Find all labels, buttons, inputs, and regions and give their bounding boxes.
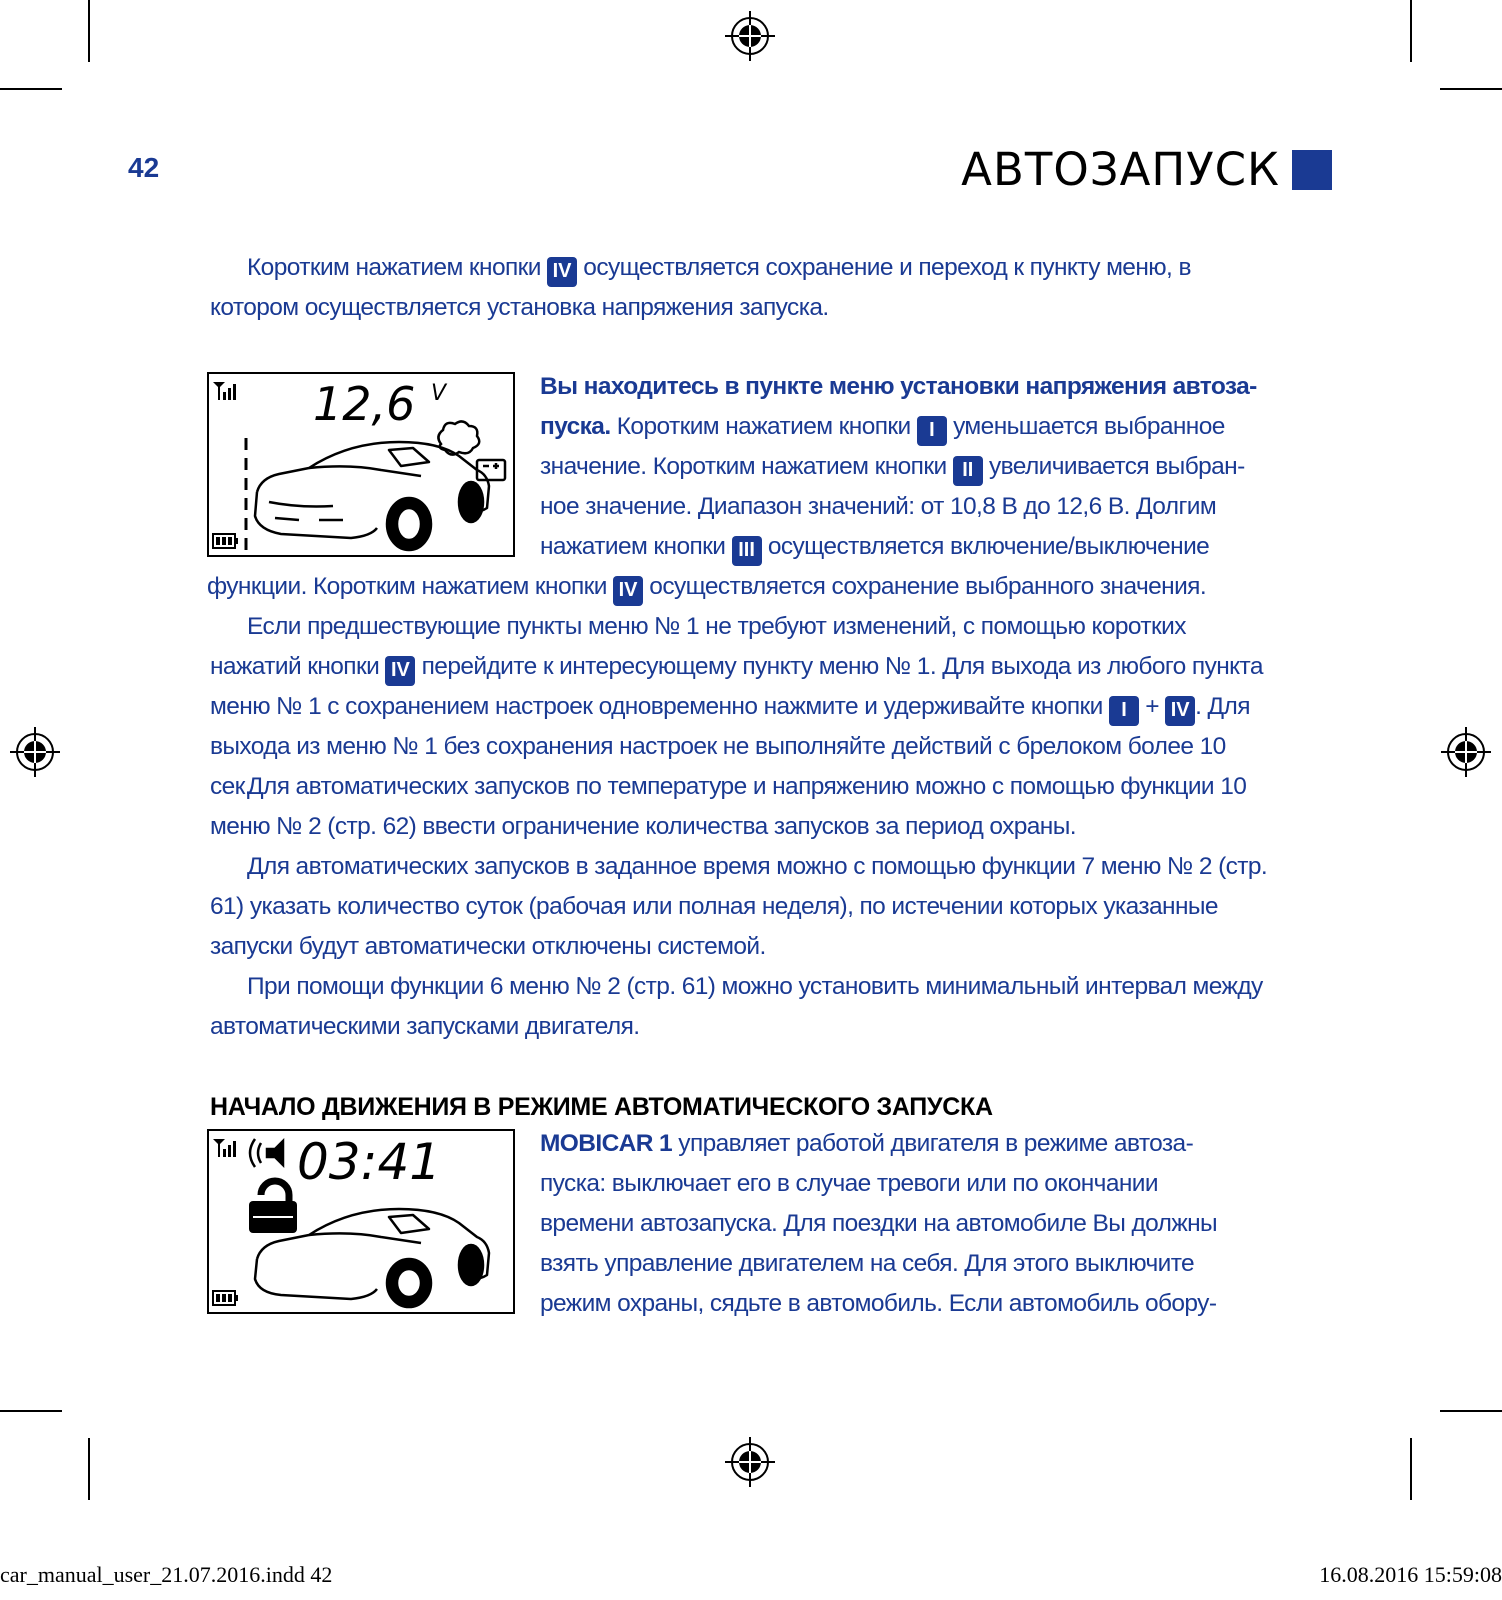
lcd-voltage-graphic <box>209 374 513 555</box>
voltage-unit: V <box>431 381 447 406</box>
section2-line-2: пуска: выключает его в случае тревоги или по окончании <box>540 1170 1158 1197</box>
lock-icon <box>249 1181 297 1233</box>
button-iv-icon: IV <box>613 576 643 606</box>
voltage-line-6: функции. Коротким нажатием кнопки IV осуществляется сохранение выбранного значения. <box>207 567 1206 607</box>
voltage-line-3: значение. Коротким нажатием кнопки II увеличивается выбран- <box>540 447 1245 487</box>
lcd-time-display <box>207 1129 515 1314</box>
crop-mark <box>88 0 90 62</box>
registration-mark-icon <box>1441 727 1491 777</box>
signal-icon <box>213 382 236 400</box>
crop-mark <box>88 1438 90 1500</box>
brand-name: MOBICAR 1 <box>540 1130 673 1157</box>
intro-paragraph: Коротким нажатием кнопки IV осуществляется сохранение и переход к пункту меню, в котором осуществляется установка напряжения запуска. <box>210 254 1191 321</box>
section-title: АВТОЗАПУСК <box>961 143 1280 196</box>
button-ii-icon: II <box>953 456 983 486</box>
voltage-line-5: нажатием кнопки III осуществляется включение/выключение <box>540 527 1209 567</box>
exit-paragraph: Если предшествующие пункты меню № 1 не требуют изменений, с помощью коротких нажатий кнопки IV перейдите к интересующему пункту меню № 1. Для выхода из любого пункта меню № 1 с сохранением настроек одновременно нажмите и удерживайте кнопки I + IV . Для выхода из меню № 1 без сохранения настроек не выполняйте действий с брелоком более 10 сек. <box>210 613 1263 800</box>
car-battery-icon <box>477 460 505 480</box>
voltage-value: 12,6 <box>313 377 416 431</box>
days-paragraph: Для автоматических запусков в заданное время можно с помощью функции 7 меню № 2 (стр. 61) указать количество суток (рабочая или полная неделя), по истечении которых указанные запуски будут автоматически отключены системой. <box>210 853 1268 960</box>
interval-paragraph: При помощи функции 6 меню № 2 (стр. 61) можно установить минимальный интервал между автоматическими запусками двигателя. <box>210 973 1263 1040</box>
section2-line-3: времени автозапуска. Для поездки на автомобиле Вы должны <box>540 1210 1218 1237</box>
speaker-icon <box>250 1139 283 1167</box>
section2-line-1: MOBICAR 1 управляет работой двигателя в режиме автоза- <box>540 1130 1194 1157</box>
footer-filename: car_manual_user_21.07.2016.indd 42 <box>0 1562 333 1587</box>
registration-mark-icon <box>725 1437 775 1487</box>
footer-timestamp: 16.08.2016 15:59:08 <box>1319 1562 1502 1587</box>
button-iv-icon: IV <box>547 257 577 287</box>
page-number: 42 <box>128 152 160 183</box>
title-square-marker <box>1292 150 1332 190</box>
section-title-block <box>961 143 1332 196</box>
time-value: 03:41 <box>297 1133 442 1191</box>
battery-icon <box>213 1291 238 1305</box>
car-icon <box>255 442 489 550</box>
signal-icon <box>213 1139 236 1157</box>
section2-line-4: взять управление двигателем на себя. Для этого выключите <box>540 1250 1195 1277</box>
plus-sign: + <box>1145 693 1159 720</box>
button-iv-icon: IV <box>1165 696 1195 726</box>
registration-mark-icon <box>725 11 775 61</box>
limit-paragraph: Для автоматических запусков по температуре и напряжению можно с помощью функции 10 меню № 2 (стр. 62) ввести ограничение количества запусков за период охраны. <box>210 773 1247 840</box>
lcd-voltage-display <box>207 372 515 557</box>
lcd-time-graphic <box>209 1131 513 1312</box>
crop-mark <box>1440 1410 1502 1412</box>
registration-mark-icon <box>10 727 60 777</box>
crop-mark <box>0 88 62 90</box>
button-i-icon: I <box>917 416 947 446</box>
section-heading: НАЧАЛО ДВИЖЕНИЯ В РЕЖИМЕ АВТОМАТИЧЕСКОГО ЗАПУСКА <box>210 1093 993 1121</box>
voltage-line-2: пуска. Коротким нажатием кнопки I уменьшается выбранное <box>540 407 1225 447</box>
crop-mark <box>1440 88 1502 90</box>
section2-line-5: режим охраны, сядьте в автомобиль. Если автомобиль обору- <box>540 1290 1217 1317</box>
button-iv-icon: IV <box>385 656 415 686</box>
button-iii-icon: III <box>732 536 762 566</box>
voltage-line-1: Вы находитесь в пункте меню установки напряжения автоза- <box>540 373 1257 400</box>
button-i-icon: I <box>1109 696 1139 726</box>
crop-mark <box>1410 0 1412 62</box>
voltage-line-4: ное значение. Диапазон значений: от 10,8 В до 12,6 В. Долгим <box>540 493 1217 520</box>
crop-mark <box>1410 1438 1412 1500</box>
battery-icon <box>213 534 238 548</box>
crop-mark <box>0 1410 62 1412</box>
